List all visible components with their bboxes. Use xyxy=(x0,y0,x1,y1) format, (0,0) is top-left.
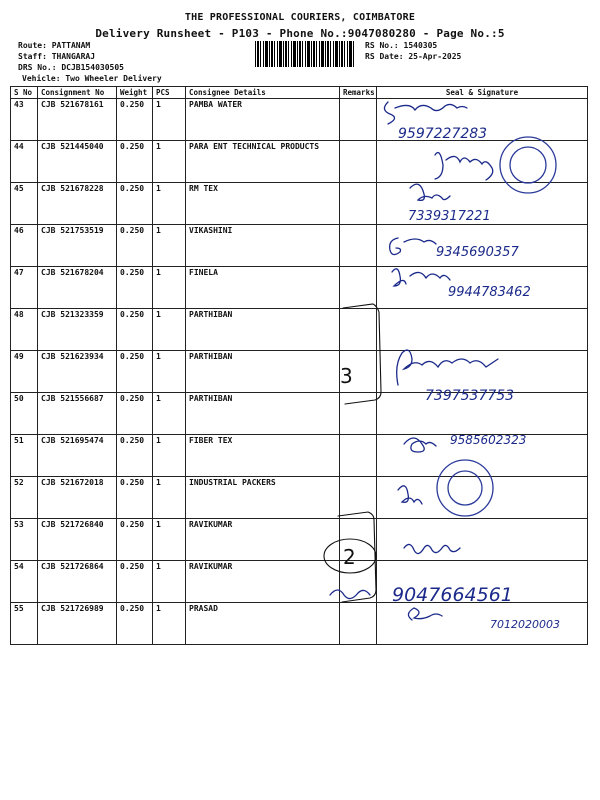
route-label: Route: PATTANAM xyxy=(18,41,91,50)
table-row xyxy=(11,267,588,309)
cell-signature xyxy=(377,351,588,393)
table-row xyxy=(11,183,588,225)
cell-signature xyxy=(377,603,588,645)
cell-consignment: CJB 521695474 xyxy=(38,435,117,477)
cell-weight: 0.250 xyxy=(117,393,153,435)
cell-pcs: 1 xyxy=(153,435,186,477)
cell-consignment: CJB 521672018 xyxy=(38,477,117,519)
cell-pcs: 1 xyxy=(153,519,186,561)
cell-signature xyxy=(377,435,588,477)
cell-pcs: 1 xyxy=(153,99,186,141)
col-sno: S No xyxy=(11,87,38,99)
cell-sno: 55 xyxy=(11,603,38,645)
cell-remarks xyxy=(340,561,377,603)
cell-sno: 53 xyxy=(11,519,38,561)
cell-weight: 0.250 xyxy=(117,267,153,309)
cell-consignment: CJB 521678228 xyxy=(38,183,117,225)
handwritten-phone-51: 9585602323 xyxy=(450,433,527,447)
cell-consignee: INDUSTRIAL PACKERS xyxy=(186,477,340,519)
cell-consignee: PARTHIBAN xyxy=(186,351,340,393)
cell-remarks xyxy=(340,141,377,183)
handwritten-phone-45: 7339317221 xyxy=(408,209,491,224)
cell-remarks xyxy=(340,393,377,435)
cell-consignee: FIBER TEX xyxy=(186,435,340,477)
table-row xyxy=(11,519,588,561)
cell-sno: 46 xyxy=(11,225,38,267)
cell-consignee: PAMBA WATER xyxy=(186,99,340,141)
table-row xyxy=(11,99,588,141)
cell-consignee: PRASAD xyxy=(186,603,340,645)
cell-pcs: 1 xyxy=(153,267,186,309)
col-signature: Seal & Signature xyxy=(377,87,588,99)
table-row xyxy=(11,561,588,603)
cell-weight: 0.250 xyxy=(117,561,153,603)
cell-signature xyxy=(377,477,588,519)
cell-sno: 52 xyxy=(11,477,38,519)
vehicle-label: Vehicle: Two Wheeler Delivery xyxy=(22,74,162,83)
handwritten-phone-49: 7397537753 xyxy=(425,388,515,404)
cell-consignment: CJB 521726989 xyxy=(38,603,117,645)
cell-sno: 54 xyxy=(11,561,38,603)
cell-weight: 0.250 xyxy=(117,603,153,645)
cell-remarks xyxy=(340,519,377,561)
cell-sno: 44 xyxy=(11,141,38,183)
cell-consignee: VIKASHINI xyxy=(186,225,340,267)
table-row xyxy=(11,435,588,477)
cell-consignment: CJB 521556687 xyxy=(38,393,117,435)
cell-sno: 47 xyxy=(11,267,38,309)
table-row xyxy=(11,225,588,267)
cell-remarks xyxy=(340,99,377,141)
cell-weight: 0.250 xyxy=(117,99,153,141)
company-title: THE PROFESSIONAL COURIERS, COIMBATORE xyxy=(184,12,416,23)
handwritten-phone-46: 9345690357 xyxy=(436,245,519,260)
cell-consignee: RAVIKUMAR xyxy=(186,561,340,603)
cell-pcs: 1 xyxy=(153,309,186,351)
cell-consignment: CJB 521678161 xyxy=(38,99,117,141)
cell-signature xyxy=(377,267,588,309)
cell-remarks xyxy=(340,309,377,351)
runsheet-table xyxy=(10,86,588,645)
cell-consignment: CJB 521678204 xyxy=(38,267,117,309)
rs-no-label: RS No.: 1540305 xyxy=(365,41,438,50)
cell-remarks xyxy=(340,435,377,477)
cell-remarks xyxy=(340,267,377,309)
cell-consignment: CJB 521726864 xyxy=(38,561,117,603)
col-pcs: PCS xyxy=(153,87,186,99)
handwritten-phone-54: 9047664561 xyxy=(392,584,513,606)
col-consignment: Consignment No xyxy=(38,87,117,99)
cell-pcs: 1 xyxy=(153,183,186,225)
handwritten-phone-43: 9597227283 xyxy=(398,126,488,142)
table-row xyxy=(11,141,588,183)
table-row xyxy=(11,309,588,351)
cell-signature xyxy=(377,519,588,561)
cell-weight: 0.250 xyxy=(117,477,153,519)
cell-consignment: CJB 521623934 xyxy=(38,351,117,393)
cell-pcs: 1 xyxy=(153,603,186,645)
handwritten-remark-53-54: 2 xyxy=(343,545,356,569)
cell-pcs: 1 xyxy=(153,477,186,519)
cell-pcs: 1 xyxy=(153,141,186,183)
cell-signature xyxy=(377,99,588,141)
cell-sno: 50 xyxy=(11,393,38,435)
col-remarks: Remarks xyxy=(340,87,377,99)
col-weight: Weight xyxy=(117,87,153,99)
cell-weight: 0.250 xyxy=(117,309,153,351)
cell-signature xyxy=(377,393,588,435)
handwritten-phone-55: 7012020003 xyxy=(490,618,560,631)
cell-sno: 45 xyxy=(11,183,38,225)
cell-pcs: 1 xyxy=(153,225,186,267)
table-row xyxy=(11,477,588,519)
table-row xyxy=(11,603,588,645)
rs-date-label: RS Date: 25-Apr-2025 xyxy=(365,52,462,61)
cell-weight: 0.250 xyxy=(117,519,153,561)
table-row xyxy=(11,393,588,435)
cell-pcs: 1 xyxy=(153,393,186,435)
cell-consignee: PARTHIBAN xyxy=(186,309,340,351)
cell-consignment: CJB 521323359 xyxy=(38,309,117,351)
cell-sno: 48 xyxy=(11,309,38,351)
cell-weight: 0.250 xyxy=(117,141,153,183)
cell-sno: 43 xyxy=(11,99,38,141)
cell-signature xyxy=(377,141,588,183)
cell-remarks xyxy=(340,477,377,519)
cell-consignee: RAVIKUMAR xyxy=(186,519,340,561)
cell-consignment: CJB 521726840 xyxy=(38,519,117,561)
cell-remarks xyxy=(340,183,377,225)
cell-pcs: 1 xyxy=(153,351,186,393)
cell-consignment: CJB 521753519 xyxy=(38,225,117,267)
table-header-row xyxy=(11,87,588,99)
drs-label: DRS No.: DCJB154030505 xyxy=(18,63,124,72)
barcode xyxy=(255,41,355,67)
handwritten-remark-48-50: 3 xyxy=(340,364,353,388)
cell-consignee: RM TEX xyxy=(186,183,340,225)
cell-remarks xyxy=(340,603,377,645)
cell-weight: 0.250 xyxy=(117,183,153,225)
cell-weight: 0.250 xyxy=(117,351,153,393)
runsheet-title: Delivery Runsheet - P103 - Phone No.:9047080280 - Page No.:5 xyxy=(95,27,505,40)
cell-signature xyxy=(377,183,588,225)
cell-weight: 0.250 xyxy=(117,435,153,477)
cell-remarks xyxy=(340,225,377,267)
cell-remarks xyxy=(340,351,377,393)
cell-consignee: PARA ENT TECHNICAL PRODUCTS xyxy=(186,141,340,183)
cell-signature xyxy=(377,309,588,351)
cell-sno: 49 xyxy=(11,351,38,393)
cell-consignee: PARTHIBAN xyxy=(186,393,340,435)
cell-signature xyxy=(377,561,588,603)
cell-weight: 0.250 xyxy=(117,225,153,267)
cell-sno: 51 xyxy=(11,435,38,477)
staff-label: Staff: THANGARAJ xyxy=(18,52,96,61)
cell-signature xyxy=(377,225,588,267)
col-consignee: Consignee Details xyxy=(186,87,340,99)
cell-consignee: FINELA xyxy=(186,267,340,309)
cell-consignment: CJB 521445040 xyxy=(38,141,117,183)
table-row xyxy=(11,351,588,393)
handwritten-phone-47: 9944783462 xyxy=(448,285,531,300)
cell-pcs: 1 xyxy=(153,561,186,603)
